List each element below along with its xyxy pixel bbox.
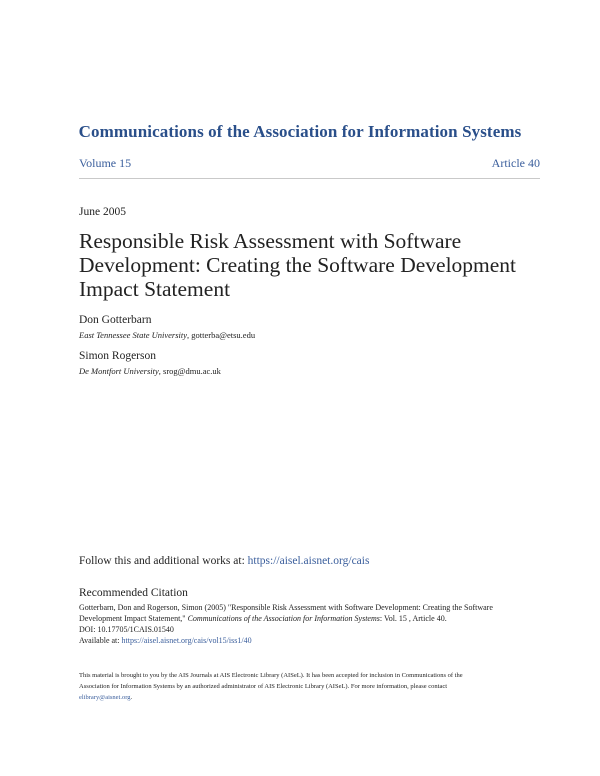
footer-line [79, 692, 529, 703]
volume-link[interactable]: Volume 15 [79, 156, 132, 170]
footer-note [79, 670, 529, 703]
citation-block [79, 602, 529, 646]
author-email: , srog@dmu.ac.uk [158, 366, 221, 376]
contact-email-link[interactable]: elibrary@aisnet.org [79, 694, 131, 701]
citation-text: Development Impact Statement," [79, 614, 188, 623]
journal-title[interactable]: Communications of the Association for Information Systems [78, 122, 522, 141]
citation-text: : Vol. 15 , Article 40. [379, 614, 447, 623]
author-name: Don Gotterbarn [79, 314, 152, 326]
author-affiliation [79, 330, 255, 340]
footer-text: . [130, 694, 133, 701]
recommended-citation-heading: Recommended Citation [79, 587, 188, 599]
citation-line [79, 613, 529, 624]
available-link[interactable]: https://aisel.aisnet.org/cais/vol15/iss1/40 [121, 636, 252, 645]
available-label: Available at: [79, 636, 122, 645]
volume-bar [79, 156, 540, 179]
article-link[interactable]: Article 40 [491, 156, 540, 170]
citation-journal: Communications of the Association for Information Systems [187, 614, 380, 623]
footer-line: Association for Information Systems by an authorized administrator of AIS Electronic Library (AISeL). For more information, please contact [79, 683, 448, 690]
footer-line: This material is brought to you by the AIS Journals at AIS Electronic Library (AISeL). It has been accepted for inclusion in Communications of the [79, 672, 463, 679]
affiliation-name: East Tennessee State University [79, 330, 188, 340]
publication-date: June 2005 [79, 206, 126, 218]
follow-line [79, 555, 369, 567]
affiliation-name: De Montfort University [79, 366, 159, 376]
follow-text: Follow this and additional works at: [79, 555, 248, 567]
citation-doi: DOI: 10.17705/1CAIS.01540 [79, 625, 174, 634]
citation-available [79, 635, 529, 646]
paper-title: Responsible Risk Assessment with Software Development: Creating the Software Development Impact Statement [79, 229, 517, 301]
author-name: Simon Rogerson [79, 350, 156, 362]
follow-link[interactable]: https://aisel.aisnet.org/cais [247, 555, 370, 567]
author-email: , gotterba@etsu.edu [187, 330, 256, 340]
author-affiliation [79, 366, 221, 376]
citation-line: Gotterbarn, Don and Rogerson, Simon (2005) "Responsible Risk Assessment with Software Development: Creating the Software [79, 603, 493, 612]
